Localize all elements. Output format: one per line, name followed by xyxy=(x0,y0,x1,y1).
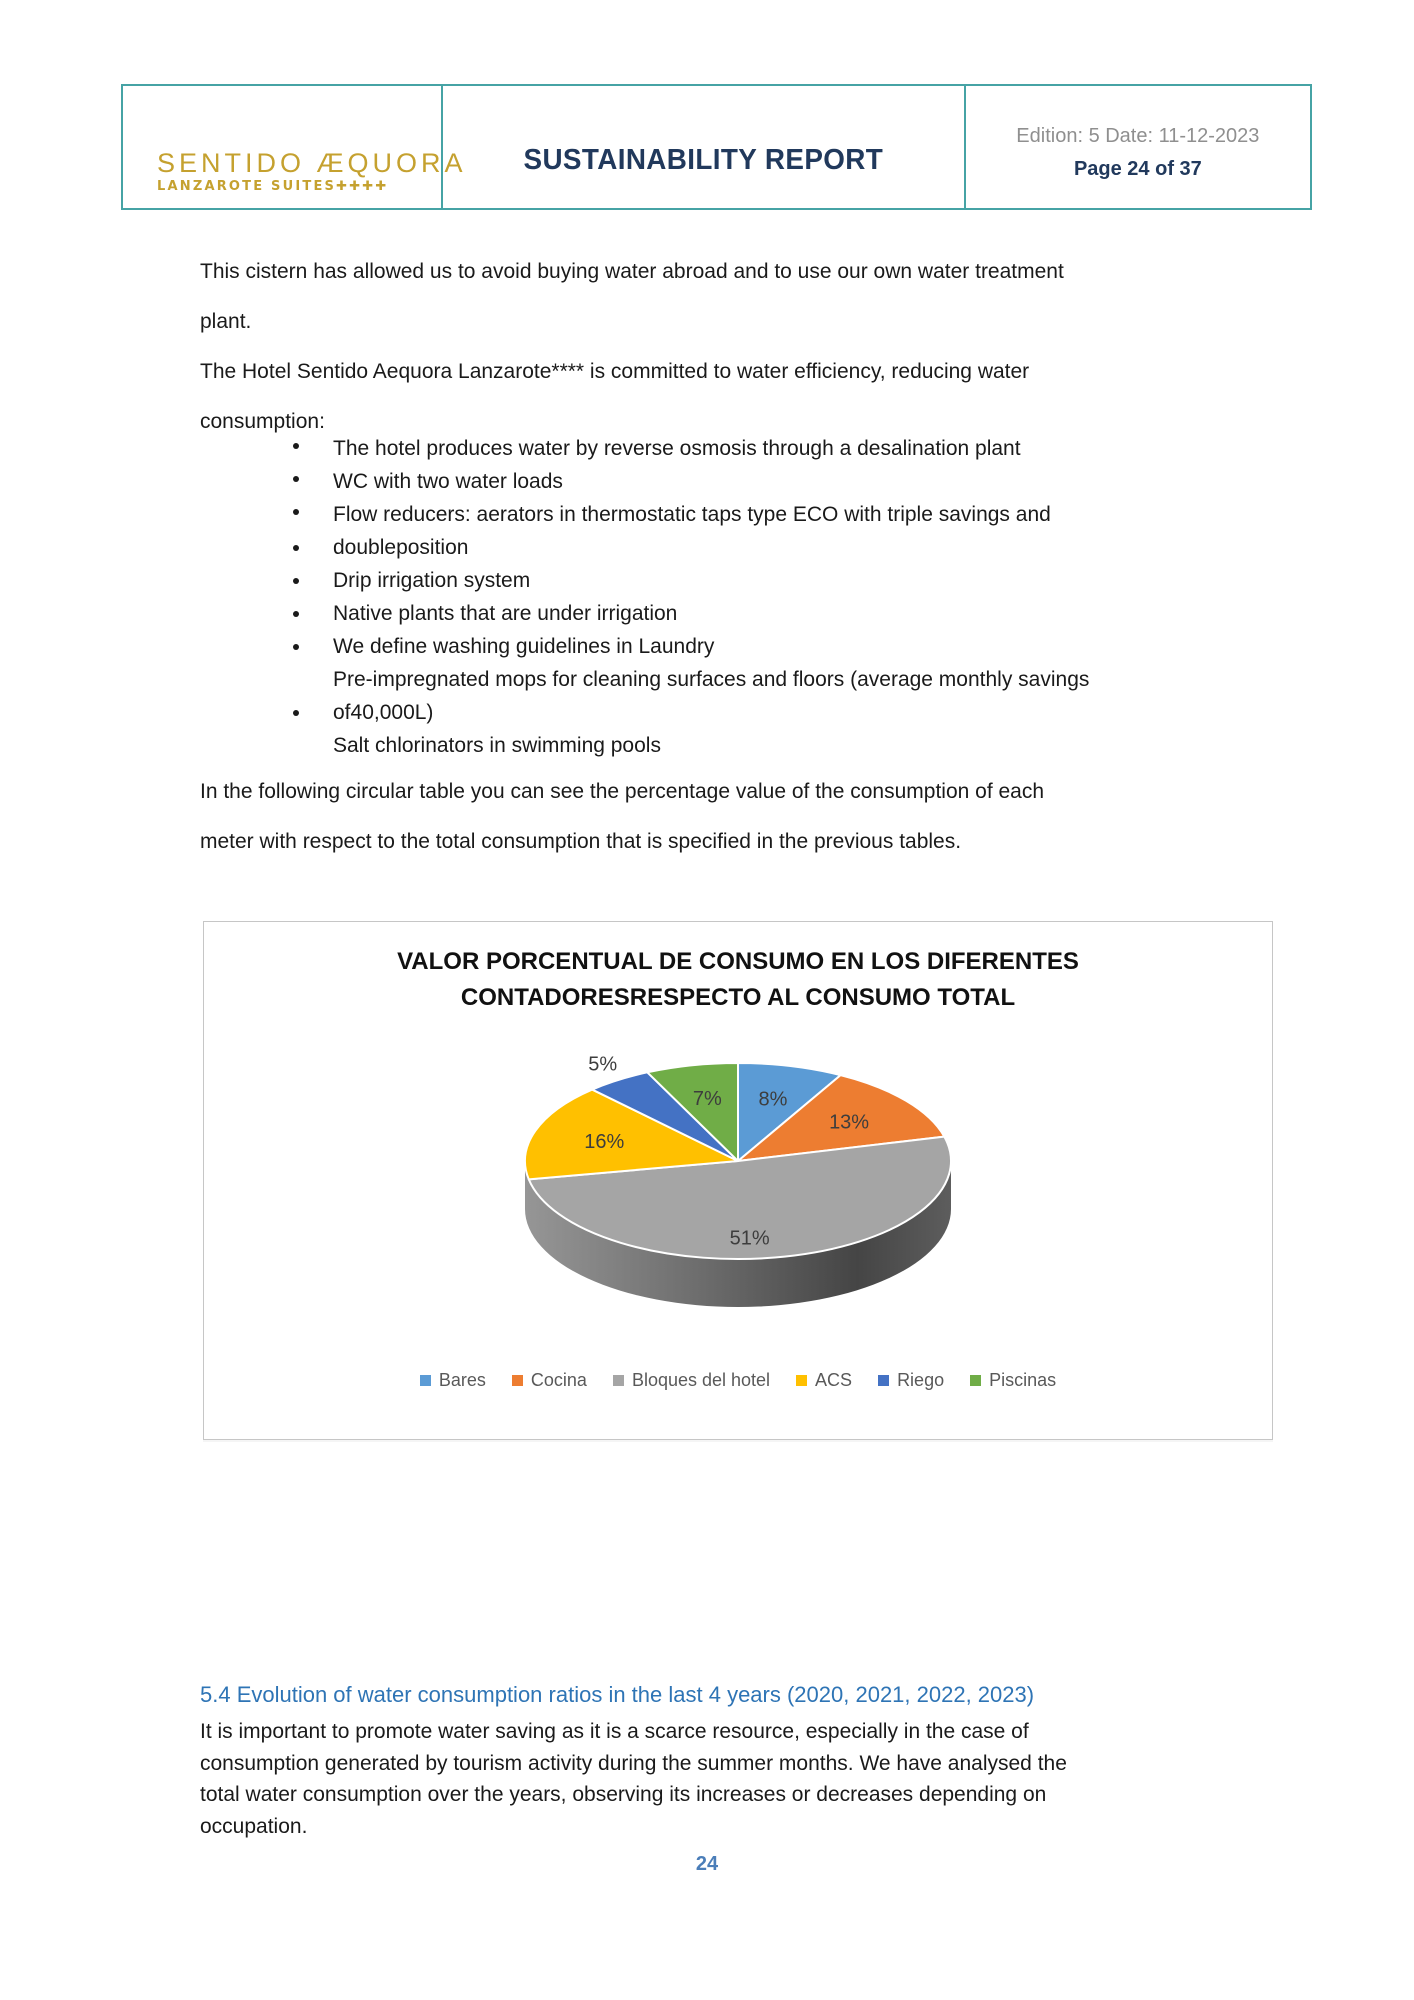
bullet-icon xyxy=(293,578,299,584)
bullet-item xyxy=(200,432,1173,465)
text-line: VALOR PORCENTUAL DE CONSUMO EN LOS DIFERENTES CONTADORES xyxy=(397,948,1079,1011)
bullet-icon xyxy=(293,509,299,515)
text-line: This cistern has allowed us to avoid buying water abroad and to use our own water treatment xyxy=(200,260,1064,283)
report-title: SUSTAINABILITY REPORT xyxy=(523,143,884,176)
bullet-text-line: Native plants that are under irrigation xyxy=(333,602,678,625)
bullet-item xyxy=(200,729,1173,762)
bullet-text-line: We define washing guidelines in Laundry xyxy=(333,635,715,658)
bullet-text-line: Pre-impregnated mops for cleaning surfaces and floors (average monthly savings of xyxy=(333,668,1090,724)
brand-logo-subtitle xyxy=(157,178,441,196)
legend-swatch-icon xyxy=(512,1375,523,1386)
text-line: consumption generated by tourism activity during the summer months. We have analysed the xyxy=(200,1751,1067,1775)
paragraph-circular-table-intro xyxy=(200,767,1224,867)
bullet-text-line: 40,000L) xyxy=(350,701,434,724)
paragraph-water-saving xyxy=(200,1716,1224,1842)
pie-data-label: 16% xyxy=(584,1131,625,1154)
bullet-item xyxy=(200,465,1173,498)
header-table xyxy=(121,84,1312,210)
legend-swatch-icon xyxy=(878,1375,889,1386)
bullet-icon xyxy=(293,611,299,617)
bullet-icon xyxy=(293,476,299,482)
legend-swatch-icon xyxy=(796,1375,807,1386)
text-line: occupation. xyxy=(200,1814,308,1838)
bullet-item xyxy=(200,597,1173,630)
header-logo-cell xyxy=(123,86,467,208)
bullet-text-line: Salt chlorinators in swimming pools xyxy=(333,734,661,757)
text-line: RESPECTO AL CONSUMO TOTAL xyxy=(629,984,1016,1011)
text-line: The Hotel Sentido Aequora Lanzarote**** is committed to water efficiency, reducing water xyxy=(200,360,1030,383)
header-meta-cell xyxy=(966,86,1310,208)
pie-data-label: 51% xyxy=(729,1227,770,1250)
page-number: 24 xyxy=(695,1853,719,1875)
legend-label: ACS xyxy=(815,1370,853,1390)
legend-item-acs xyxy=(796,1370,852,1391)
legend-item-cocina xyxy=(512,1370,587,1391)
pie-data-label: 8% xyxy=(758,1088,788,1111)
legend-swatch-icon xyxy=(420,1375,431,1386)
bullet-item xyxy=(200,630,1173,663)
legend-label: Cocina xyxy=(530,1370,587,1390)
text-line: consumption: xyxy=(200,410,325,433)
pie-chart xyxy=(204,922,1274,1441)
bullet-text-line: Drip irrigation system xyxy=(333,569,531,592)
pie-data-label: 13% xyxy=(829,1111,870,1134)
paragraph-cistern xyxy=(200,247,1224,347)
legend-swatch-icon xyxy=(613,1375,624,1386)
bullet-item xyxy=(200,498,1173,564)
text-line: total water consumption over the years, observing its increases or decreases depending on xyxy=(200,1783,1047,1806)
bullet-icon xyxy=(293,545,299,551)
legend-label: Bares xyxy=(438,1370,486,1390)
edition-date: Edition: 5 Date: 11-12-2023 xyxy=(1016,124,1260,147)
bullet-icon xyxy=(293,644,299,650)
brand-logo: SENTIDO ÆQUORA xyxy=(157,148,467,178)
bullet-icon xyxy=(293,710,299,716)
text-line: plant. xyxy=(200,310,252,333)
legend-label: Bloques del hotel xyxy=(631,1370,771,1390)
page-info: Page 24 of 37 xyxy=(1073,157,1202,180)
pie-data-label: 7% xyxy=(692,1087,722,1110)
text-line: meter with respect to the total consumption that is specified in the previous tables. xyxy=(200,830,962,853)
legend-swatch-icon xyxy=(970,1375,981,1386)
text-line: It is important to promote water saving as it is a scarce resource, especially in the case of xyxy=(200,1720,1029,1743)
pie-data-label: 5% xyxy=(588,1053,618,1076)
chart-legend xyxy=(204,1370,1272,1391)
brand-subtitle-text: LANZAROTE SUITES xyxy=(157,179,337,194)
header-title-cell xyxy=(443,86,965,208)
brand-stars-icon: ✚✚✚✚ xyxy=(336,179,389,194)
legend-item-riego xyxy=(878,1370,944,1391)
bullet-text-line: position xyxy=(396,536,469,559)
legend-item-bloques-del-hotel xyxy=(613,1370,770,1391)
legend-item-piscinas xyxy=(970,1370,1056,1391)
water-saving-bullet-list xyxy=(200,432,1224,762)
bullet-text-line: WC with two water loads xyxy=(333,470,563,493)
bullet-item xyxy=(200,663,1173,729)
bullet-icon xyxy=(293,443,299,449)
bullet-text-line: The hotel produces water by reverse osmosis through a desalination plant xyxy=(333,437,1021,460)
text-line: In the following circular table you can see the percentage value of the consumption of each xyxy=(200,780,1045,803)
bullet-item xyxy=(200,564,1173,597)
pie-chart-panel xyxy=(203,921,1273,1440)
legend-label: Piscinas xyxy=(989,1370,1057,1390)
bullet-text-line: Flow reducers: aerators in thermostatic taps type ECO with triple savings and double xyxy=(333,503,1051,559)
legend-item-bares xyxy=(420,1370,486,1391)
legend-label: Riego xyxy=(897,1370,945,1390)
section-heading-5-4: 5.4 Evolution of water consumption ratios in the last 4 years (2020, 2021, 2022, 2023) xyxy=(200,1682,1035,1707)
